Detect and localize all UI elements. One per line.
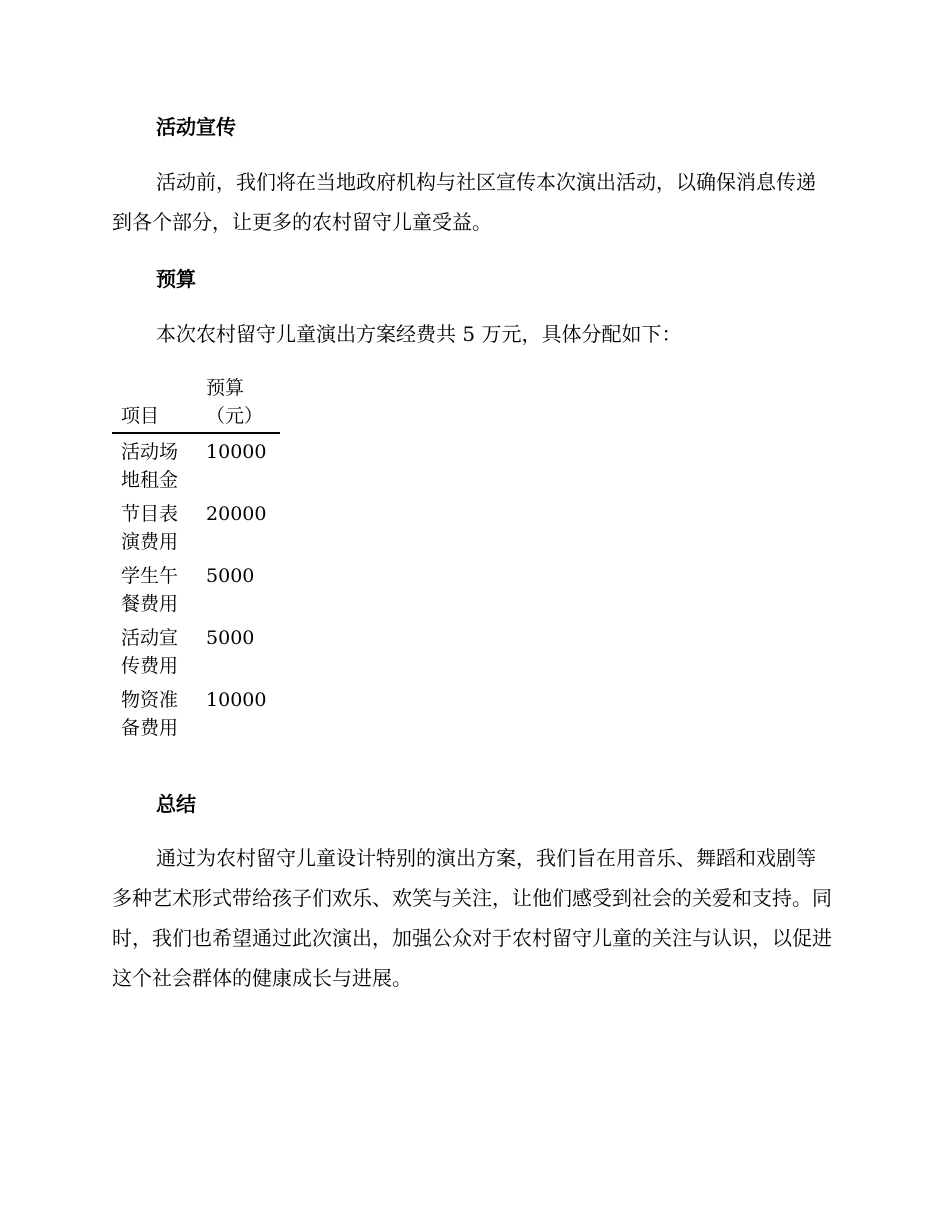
cell-item: 节目表演费用 (121, 503, 179, 553)
table-row (112, 433, 280, 496)
budget-table-container (112, 374, 280, 744)
cell-amount: 10000 (206, 441, 267, 463)
column-header-item: 项目 (112, 374, 197, 433)
cell-amount: 10000 (206, 689, 267, 711)
section-heading-promotion: 活动宣传 (156, 115, 236, 139)
cell-item: 学生午餐费用 (121, 565, 179, 615)
table-row (112, 496, 280, 558)
paragraph-promotion: 活动前，我们将在当地政府机构与社区宣传本次演出活动，以确保消息传递到各个部分，让更多的农村留守儿童受益。 (112, 170, 816, 234)
table-row (112, 620, 280, 682)
section-heading-budget: 预算 (156, 267, 196, 291)
column-header-budget: 预算（元） (197, 374, 280, 433)
paragraph-summary: 通过为农村留守儿童设计特别的演出方案，我们旨在用音乐、舞蹈和戏剧等多种艺术形式带给孩子们欢乐、欢笑与关注，让他们感受到社会的关爱和支持。同时，我们也希望通过此次演出，加强公众对于农村留守儿童的关注与认识，以促进这个社会群体的健康成长与进展。 (112, 846, 832, 990)
section-heading-summary: 总结 (156, 792, 196, 816)
budget-table-header-row (112, 374, 280, 433)
budget-table (112, 374, 280, 744)
table-row (112, 558, 280, 620)
cell-item: 物资准备费用 (121, 689, 179, 739)
cell-amount: 20000 (206, 503, 267, 525)
cell-amount: 5000 (206, 565, 255, 587)
paragraph-budget: 本次农村留守儿童演出方案经费共 5 万元，具体分配如下： (156, 322, 682, 346)
table-row (112, 682, 280, 744)
cell-item: 活动宣传费用 (121, 627, 179, 677)
cell-item: 活动场地租金 (121, 441, 179, 491)
cell-amount: 5000 (206, 627, 255, 649)
